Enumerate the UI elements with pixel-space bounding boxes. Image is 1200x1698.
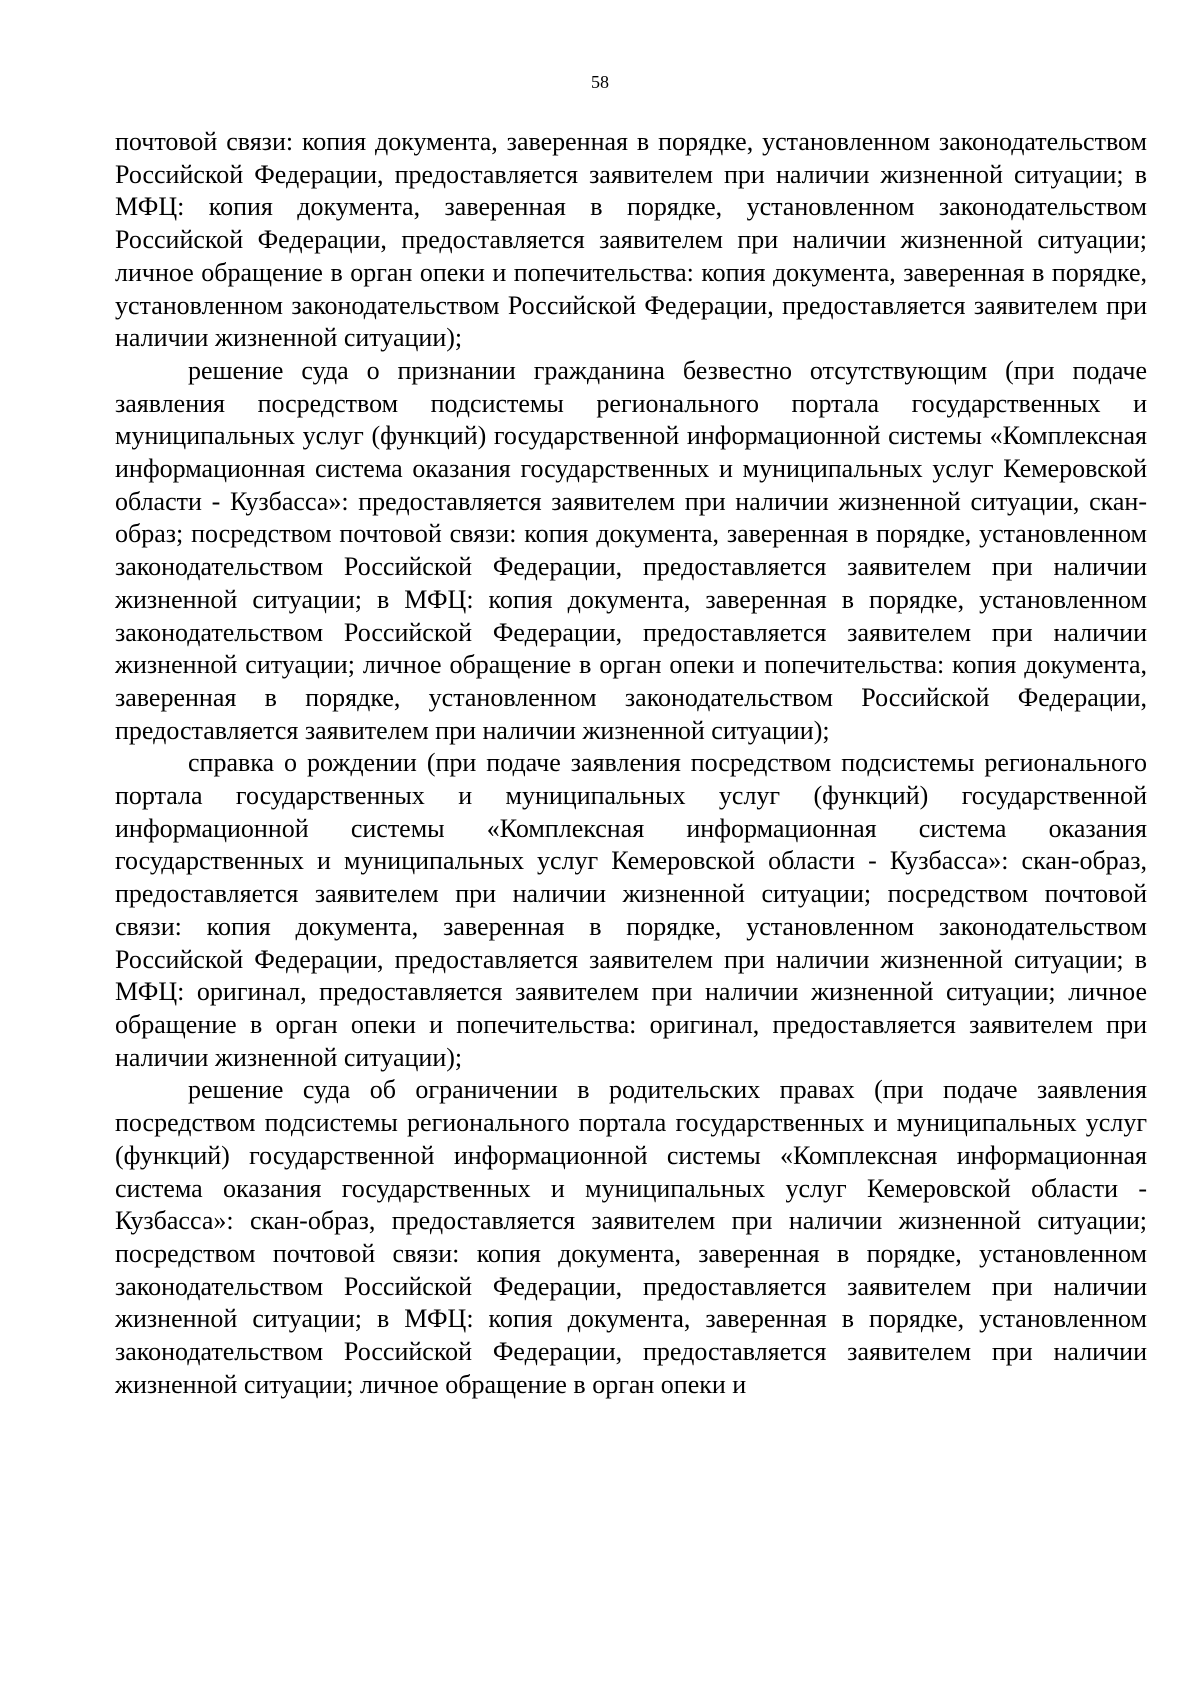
document-body <box>115 126 1147 1401</box>
paragraph-continuation: почтовой связи: копия документа, заверенная в порядке, установленном законодательством Российской Федерации, предоставляется заявителем при наличии жизненной ситуации; в МФЦ: копия документа, заверенная в порядке, установленном законодательством Российской Федерации, предоставляется заявителем при наличии жизненной ситуации; личное обращение в орган опеки и попечительства: копия документа, заверенная в порядке, установленном законодательством Российской Федерации, предоставляется заявителем при наличии жизненной ситуации); <box>115 127 1147 353</box>
page-number: 58 <box>591 72 609 92</box>
paragraph-court-decision-parental-rights: решение суда об ограничении в родительских правах (при подаче заявления посредством подсистемы регионального портала государственных и муниципальных услуг (функций) государственной информационной системы «Комплексная информационная система оказания государственных и муниципальных услуг Кемеровской области - Кузбасса»: скан-образ, предоставляется заявителем при наличии жизненной ситуации; посредством почтовой связи: копия документа, заверенная в порядке, установленном законодательством Российской Федерации, предоставляется заявителем при наличии жизненной ситуации; в МФЦ: копия документа, заверенная в порядке, установленном законодательством Российской Федерации, предоставляется заявителем при наличии жизненной ситуации; личное обращение в орган опеки и <box>115 1075 1147 1399</box>
paragraph-birth-certificate: справка о рождении (при подаче заявления посредством подсистемы регионального портала государственных и муниципальных услуг (функций) государственной информационной системы «Комплексная информационная система оказания государственных и муниципальных услуг Кемеровской области - Кузбасса»: скан-образ, предоставляется заявителем при наличии жизненной ситуации; посредством почтовой связи: копия документа, заверенная в порядке, установленном законодательством Российской Федерации, предоставляется заявителем при наличии жизненной ситуации; в МФЦ: оригинал, предоставляется заявителем при наличии жизненной ситуации; личное обращение в орган опеки и попечительства: оригинал, предоставляется заявителем при наличии жизненной ситуации); <box>115 748 1147 1072</box>
paragraph-court-decision-missing-person: решение суда о признании гражданина безвестно отсутствующим (при подаче заявления посредством подсистемы регионального портала государственных и муниципальных услуг (функций) государственной информационной системы «Комплексная информационная система оказания государственных и муниципальных услуг Кемеровской области - Кузбасса»: предоставляется заявителем при наличии жизненной ситуации, скан-образ; посредством почтовой связи: копия документа, заверенная в порядке, установленном законодательством Российской Федерации, предоставляется заявителем при наличии жизненной ситуации; в МФЦ: копия документа, заверенная в порядке, установленном законодательством Российской Федерации, предоставляется заявителем при наличии жизненной ситуации; личное обращение в орган опеки и попечительства: копия документа, заверенная в порядке, установленном законодательством Российской Федерации, предоставляется заявителем при наличии жизненной ситуации); <box>115 355 1147 745</box>
